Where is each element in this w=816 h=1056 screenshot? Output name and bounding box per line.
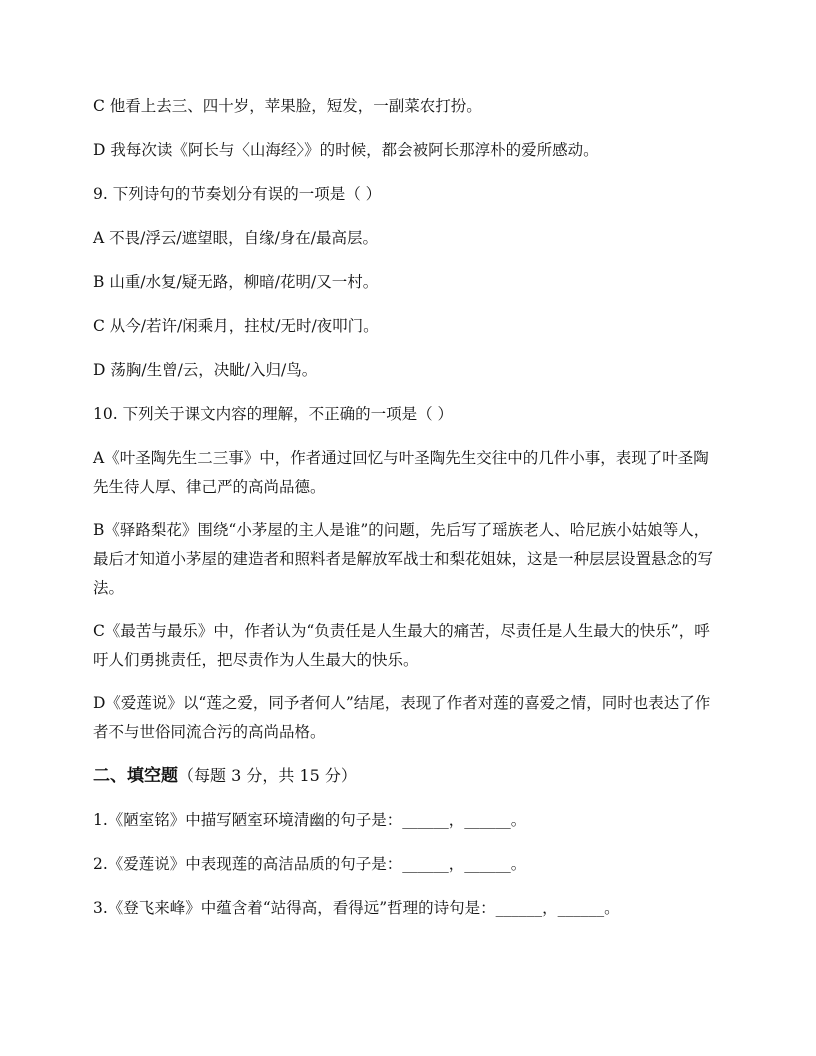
q10-option-b: B《驿路梨花》围绕“小茅屋的主人是谁”的问题，先后写了瑶族老人、哈尼族小姑娘等人，最后才知道小茅屋的建造者和照料者是解放军战士和梨花姐妹，这是一种层层设置悬念的写法。 xyxy=(93,521,714,597)
q9-option-a: A 不畏/浮云/遮望眼，自缘/身在/最高层。 xyxy=(93,229,379,247)
fill-question-3: 3.《登飞来峰》中蕴含着“站得高，看得远”哲理的诗句是：______，______。 xyxy=(93,899,620,917)
fill-question-1: 1.《陋室铭》中描写陋室环境清幽的句子是：______，______。 xyxy=(93,811,527,829)
question-9: 9. 下列诗句的节奏划分有误的一项是（ ） xyxy=(93,185,382,203)
q9-option-b: B 山重/水复/疑无路，柳暗/花明/又一村。 xyxy=(93,273,379,291)
q10-option-c: C《最苦与最乐》中，作者认为“负责任是人生最大的痛苦，尽责任是人生最大的快乐”，呼吁人们勇挑责任，把尽责作为人生最大的快乐。 xyxy=(93,622,710,669)
q10-option-a: A《叶圣陶先生二三事》中，作者通过回忆与叶圣陶先生交往中的几件小事，表现了叶圣陶先生待人厚、律己严的高尚品德。 xyxy=(93,449,709,496)
section-title: 二、填空题 xyxy=(93,766,178,786)
option-d-line: D 我每次读《阿长与〈山海经〉》的时候，都会被阿长那淳朴的爱所感动。 xyxy=(93,141,599,159)
section-heading xyxy=(93,761,720,791)
option-c-line: C 他看上去三、四十岁，苹果脸，短发，一副菜农打扮。 xyxy=(93,97,482,115)
fill-question-2: 2.《爱莲说》中表现莲的高洁品质的句子是：______，______。 xyxy=(93,855,527,873)
q9-option-d: D 荡胸/生曾/云，决眦/入归/鸟。 xyxy=(93,361,318,379)
question-10: 10. 下列关于课文内容的理解，不正确的一项是（ ） xyxy=(93,405,454,423)
q10-option-d: D《爱莲说》以“莲之爱，同予者何人”结尾，表现了作者对莲的喜爱之情，同时也表达了作者不与世俗同流合污的高尚品格。 xyxy=(93,694,711,741)
q9-option-c: C 从今/若许/闲乘月，拄杖/无时/夜叩门。 xyxy=(93,317,379,335)
section-note: （每题 3 分，共 15 分） xyxy=(178,766,357,785)
